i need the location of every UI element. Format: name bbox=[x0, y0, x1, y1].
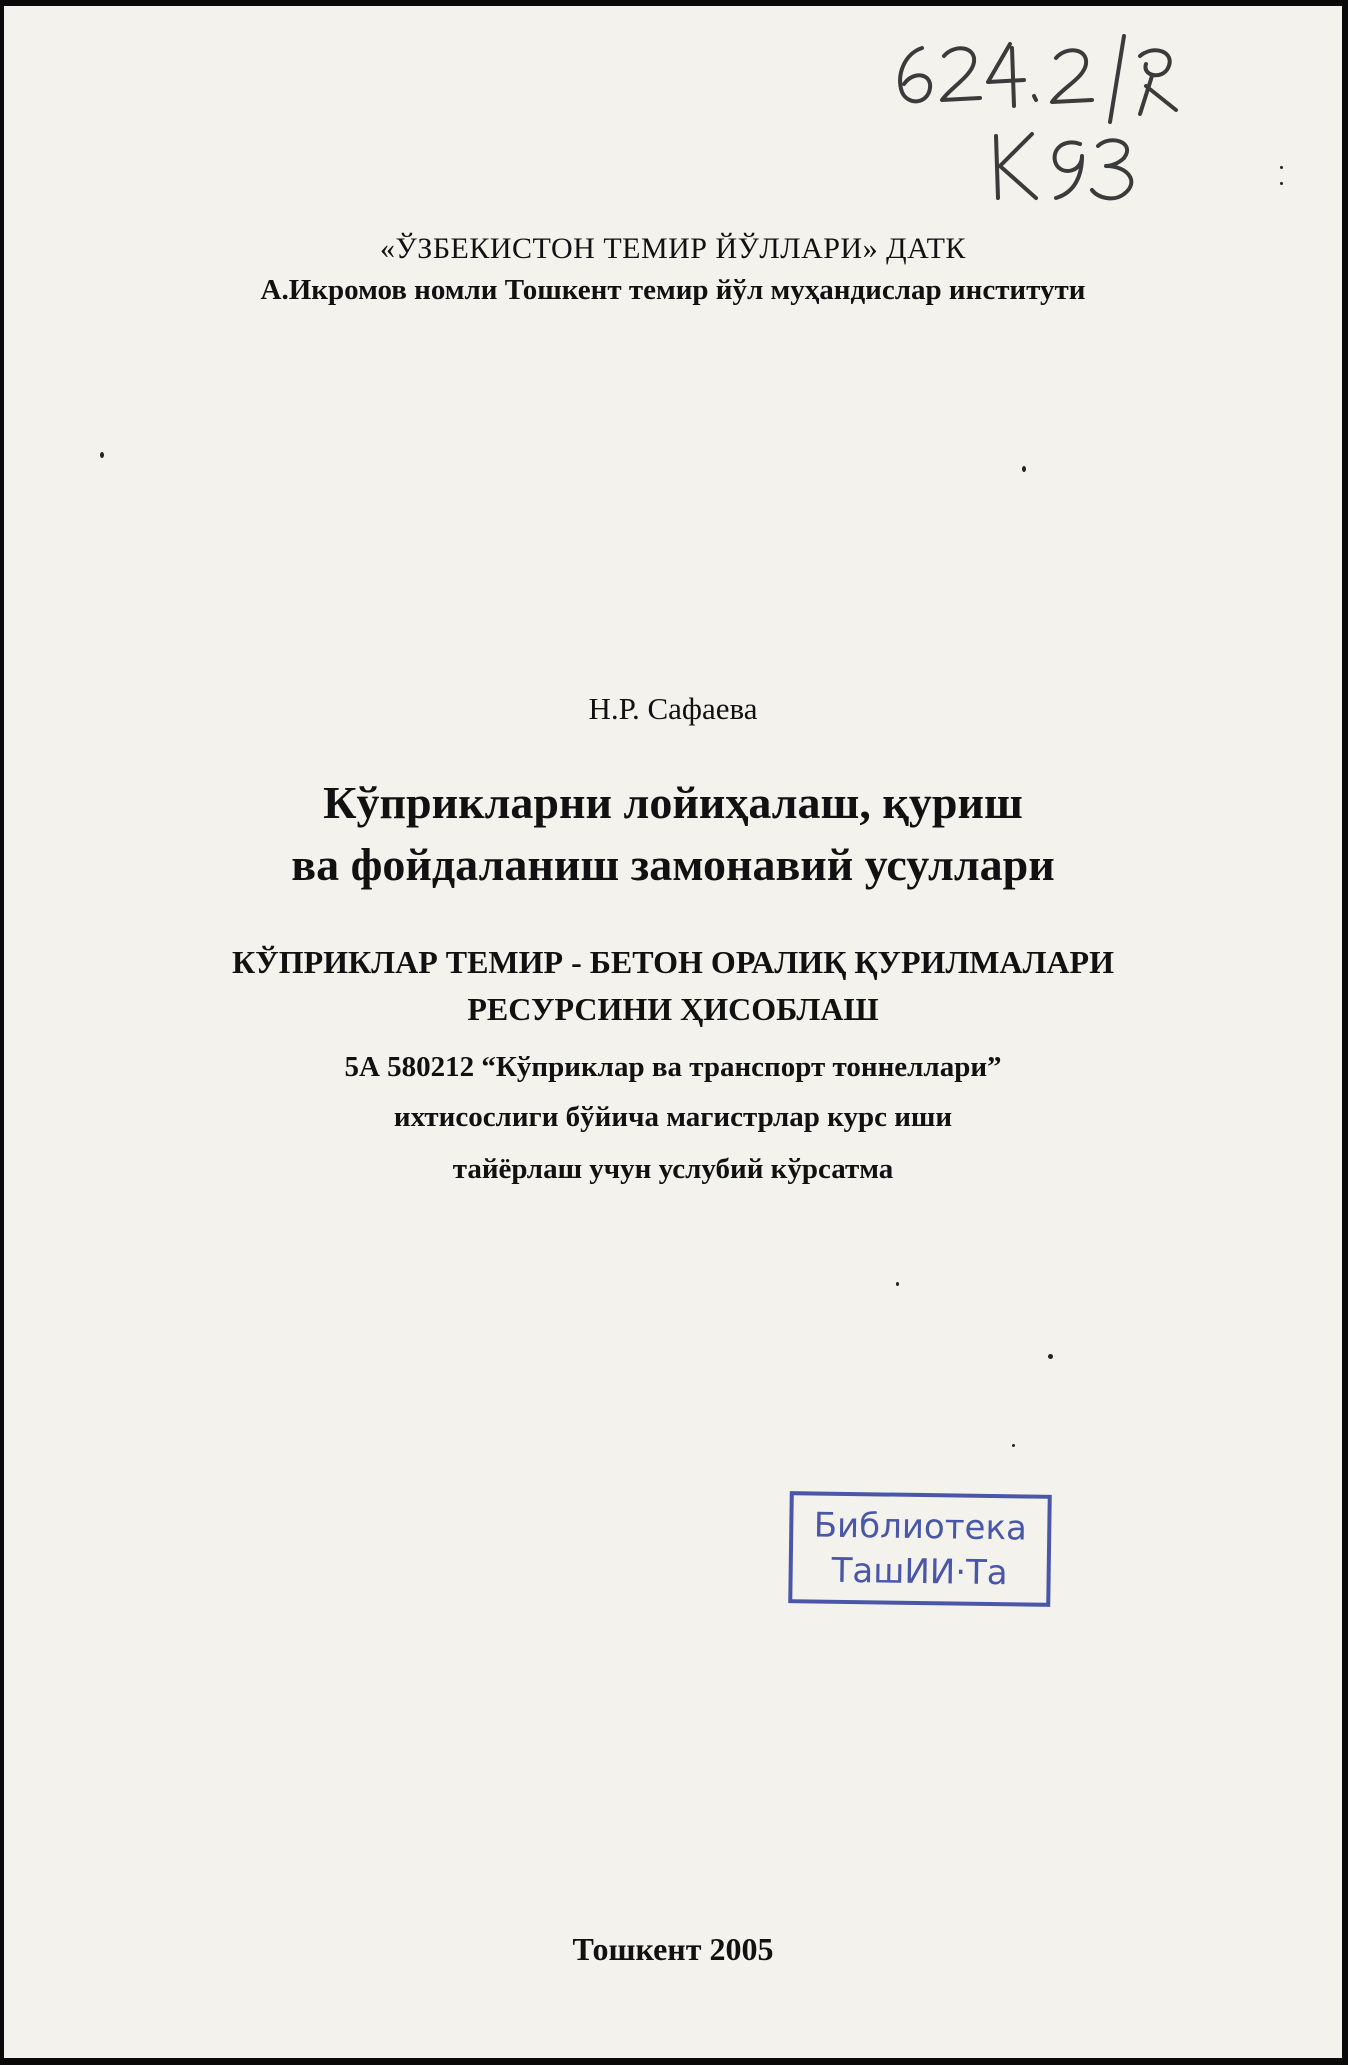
scan-speck bbox=[100, 452, 104, 458]
title-page bbox=[4, 6, 1342, 2058]
main-title-line-1: Кўприкларни лойиҳалаш, қуриш bbox=[323, 777, 1023, 828]
institute-name: А.Икромов номли Тошкент темир йўл муҳандислар институти bbox=[260, 274, 1086, 306]
subtitle-line-1: КЎПРИКЛАР ТЕМИР - БЕТОН ОРАЛИҚ ҚУРИЛМАЛАРИ bbox=[232, 944, 1114, 980]
organization-name: «ЎЗБЕКИСТОН ТЕМИР ЙЎЛЛАРИ» ДАТК bbox=[380, 232, 966, 265]
author-name: Н.Р. Сафаева bbox=[588, 691, 758, 726]
scan-speck bbox=[1048, 1354, 1053, 1359]
scan-speck bbox=[1280, 182, 1283, 185]
main-title-line-2: ва фойдаланиш замонавий усуллари bbox=[291, 839, 1055, 890]
library-stamp-line-1: Библиотека bbox=[813, 1505, 1028, 1549]
scan-speck bbox=[1280, 166, 1283, 169]
library-stamp-line-2: ТашИИ·Та bbox=[831, 1550, 1008, 1594]
description-line-3: тайёрлаш учун услубий кўрсатма bbox=[452, 1153, 894, 1185]
library-stamp bbox=[788, 1491, 1052, 1607]
scan-speck bbox=[1012, 1444, 1015, 1447]
description-line-2: ихтисослиги бўйича магистрлар курс иши bbox=[393, 1101, 953, 1133]
scan-speck bbox=[896, 1282, 899, 1286]
shelfmark-handwriting bbox=[884, 26, 1264, 206]
description-line-1: 5А 580212 “Кўприклар ва транспорт тоннеллари” bbox=[344, 1051, 1002, 1083]
city-year: Тошкент 2005 bbox=[572, 1931, 774, 1967]
handwritten-shelfmark bbox=[884, 26, 1264, 206]
scan-speck bbox=[1022, 466, 1026, 472]
subtitle-line-2: РЕСУРСИНИ ҲИСОБЛАШ bbox=[467, 991, 879, 1027]
